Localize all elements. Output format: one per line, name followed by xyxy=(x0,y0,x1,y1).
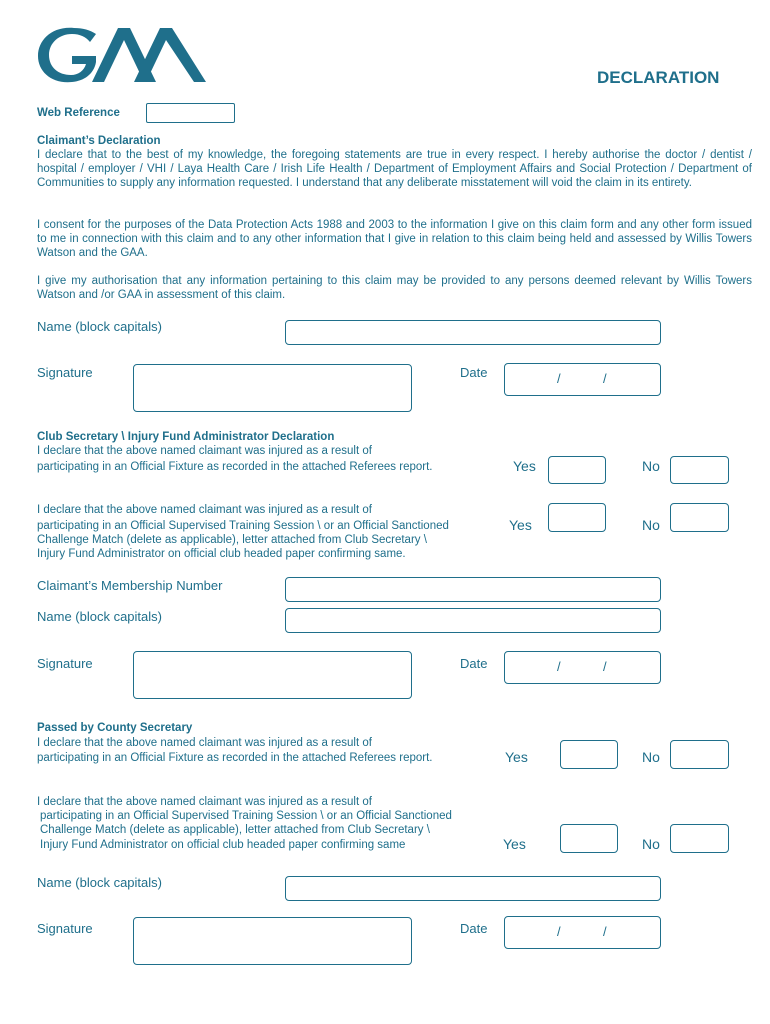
claimant-paragraph-1: I declare that to the best of my knowledge, the foregoing statements are true in every respect. I hereby authorise the doctor / dentist / hospital / employer / VHI / Laya Health Care / Irish Life Health / Department of Employment Affairs and Social Protection / Department of Communities to supply any information requested. I understand that any deliberate misstatement will void the claim in its entirety. xyxy=(37,149,752,189)
club-q2-line1: I declare that the above named claimant was injured as a result of xyxy=(37,504,372,516)
club-signature-field[interactable] xyxy=(133,651,412,699)
date-separator: / xyxy=(603,924,607,939)
club-q2-line4: Injury Fund Administrator on official club headed paper confirming same. xyxy=(37,548,406,560)
date-separator: / xyxy=(557,371,561,386)
county-date-field[interactable] xyxy=(504,916,661,949)
club-name-field[interactable] xyxy=(285,608,661,633)
claimant-name-field[interactable] xyxy=(285,320,661,345)
date-separator: / xyxy=(557,659,561,674)
claimant-date-label: Date xyxy=(460,365,488,380)
club-q1-no-box[interactable] xyxy=(670,456,729,484)
club-q1-line2: participating in an Official Fixture as recorded in the attached Referees report. xyxy=(37,461,433,473)
club-q2-line3: Challenge Match (delete as applicable), letter attached from Club Secretary \ xyxy=(37,534,427,546)
membership-number-field[interactable] xyxy=(285,577,661,602)
club-q2-yes-label: Yes xyxy=(509,517,532,533)
county-q2-yes-label: Yes xyxy=(503,836,526,852)
county-declaration-heading: Passed by County Secretary xyxy=(37,722,193,734)
club-declaration-heading: Club Secretary \ Injury Fund Administrator Declaration xyxy=(37,431,335,443)
claimant-signature-field[interactable] xyxy=(133,364,412,412)
club-q2-line2: participating in an Official Supervised Training Session \ or an Official Sanctioned xyxy=(37,520,449,532)
date-separator: / xyxy=(603,371,607,386)
date-separator: / xyxy=(603,659,607,674)
club-q2-no-box[interactable] xyxy=(670,503,729,532)
club-q1-no-label: No xyxy=(642,458,660,474)
claimant-declaration-heading: Claimant’s Declaration xyxy=(37,135,161,147)
web-reference-field[interactable] xyxy=(146,103,235,123)
county-q2-yes-box[interactable] xyxy=(560,824,618,853)
club-q1-yes-box[interactable] xyxy=(548,456,606,484)
club-date-label: Date xyxy=(460,656,488,671)
county-q2-no-label: No xyxy=(642,836,660,852)
club-q1-yes-label: Yes xyxy=(513,458,536,474)
county-signature-label: Signature xyxy=(37,921,93,936)
county-name-label: Name (block capitals) xyxy=(37,875,162,890)
county-q1-yes-label: Yes xyxy=(505,749,528,765)
county-signature-field[interactable] xyxy=(133,917,412,965)
county-q1-line2: participating in an Official Fixture as recorded in the attached Referees report. xyxy=(37,752,433,764)
web-reference-label: Web Reference xyxy=(37,107,120,119)
claimant-paragraph-2: I consent for the purposes of the Data Protection Acts 1988 and 2003 to the information I give on this claim form and any other form issued to me in connection with this claim and to any other information that I give in relation to this claim being held and assessed by Willis Towers Watson and the GAA. xyxy=(37,219,752,259)
county-q1-line1: I declare that the above named claimant was injured as a result of xyxy=(37,737,372,749)
page-title: DECLARATION xyxy=(597,68,720,87)
club-q1-line1: I declare that the above named claimant was injured as a result of xyxy=(37,445,372,457)
county-q2-line4: Injury Fund Administrator on official club headed paper confirming same xyxy=(40,839,406,851)
county-q2-no-box[interactable] xyxy=(670,824,729,853)
membership-number-label: Claimant’s Membership Number xyxy=(37,578,223,593)
county-date-label: Date xyxy=(460,921,488,936)
county-name-field[interactable] xyxy=(285,876,661,901)
club-signature-label: Signature xyxy=(37,656,93,671)
club-name-label: Name (block capitals) xyxy=(37,609,162,624)
gaa-logo xyxy=(34,22,210,86)
club-date-field[interactable] xyxy=(504,651,661,684)
county-q1-yes-box[interactable] xyxy=(560,740,618,769)
claimant-name-label: Name (block capitals) xyxy=(37,319,162,334)
county-q2-line3: Challenge Match (delete as applicable), letter attached from Club Secretary \ xyxy=(40,824,430,836)
claimant-paragraph-3: I give my authorisation that any information pertaining to this claim may be provided to any persons deemed relevant by Willis Towers Watson and /or GAA in assessment of this claim. xyxy=(37,275,752,301)
club-q2-no-label: No xyxy=(642,517,660,533)
club-q2-yes-box[interactable] xyxy=(548,503,606,532)
county-q2-line1: I declare that the above named claimant was injured as a result of xyxy=(37,796,372,808)
county-q1-no-label: No xyxy=(642,749,660,765)
county-q1-no-box[interactable] xyxy=(670,740,729,769)
claimant-date-field[interactable] xyxy=(504,363,661,396)
county-q2-line2: participating in an Official Supervised Training Session \ or an Official Sanctioned xyxy=(40,810,452,822)
date-separator: / xyxy=(557,924,561,939)
claimant-signature-label: Signature xyxy=(37,365,93,380)
